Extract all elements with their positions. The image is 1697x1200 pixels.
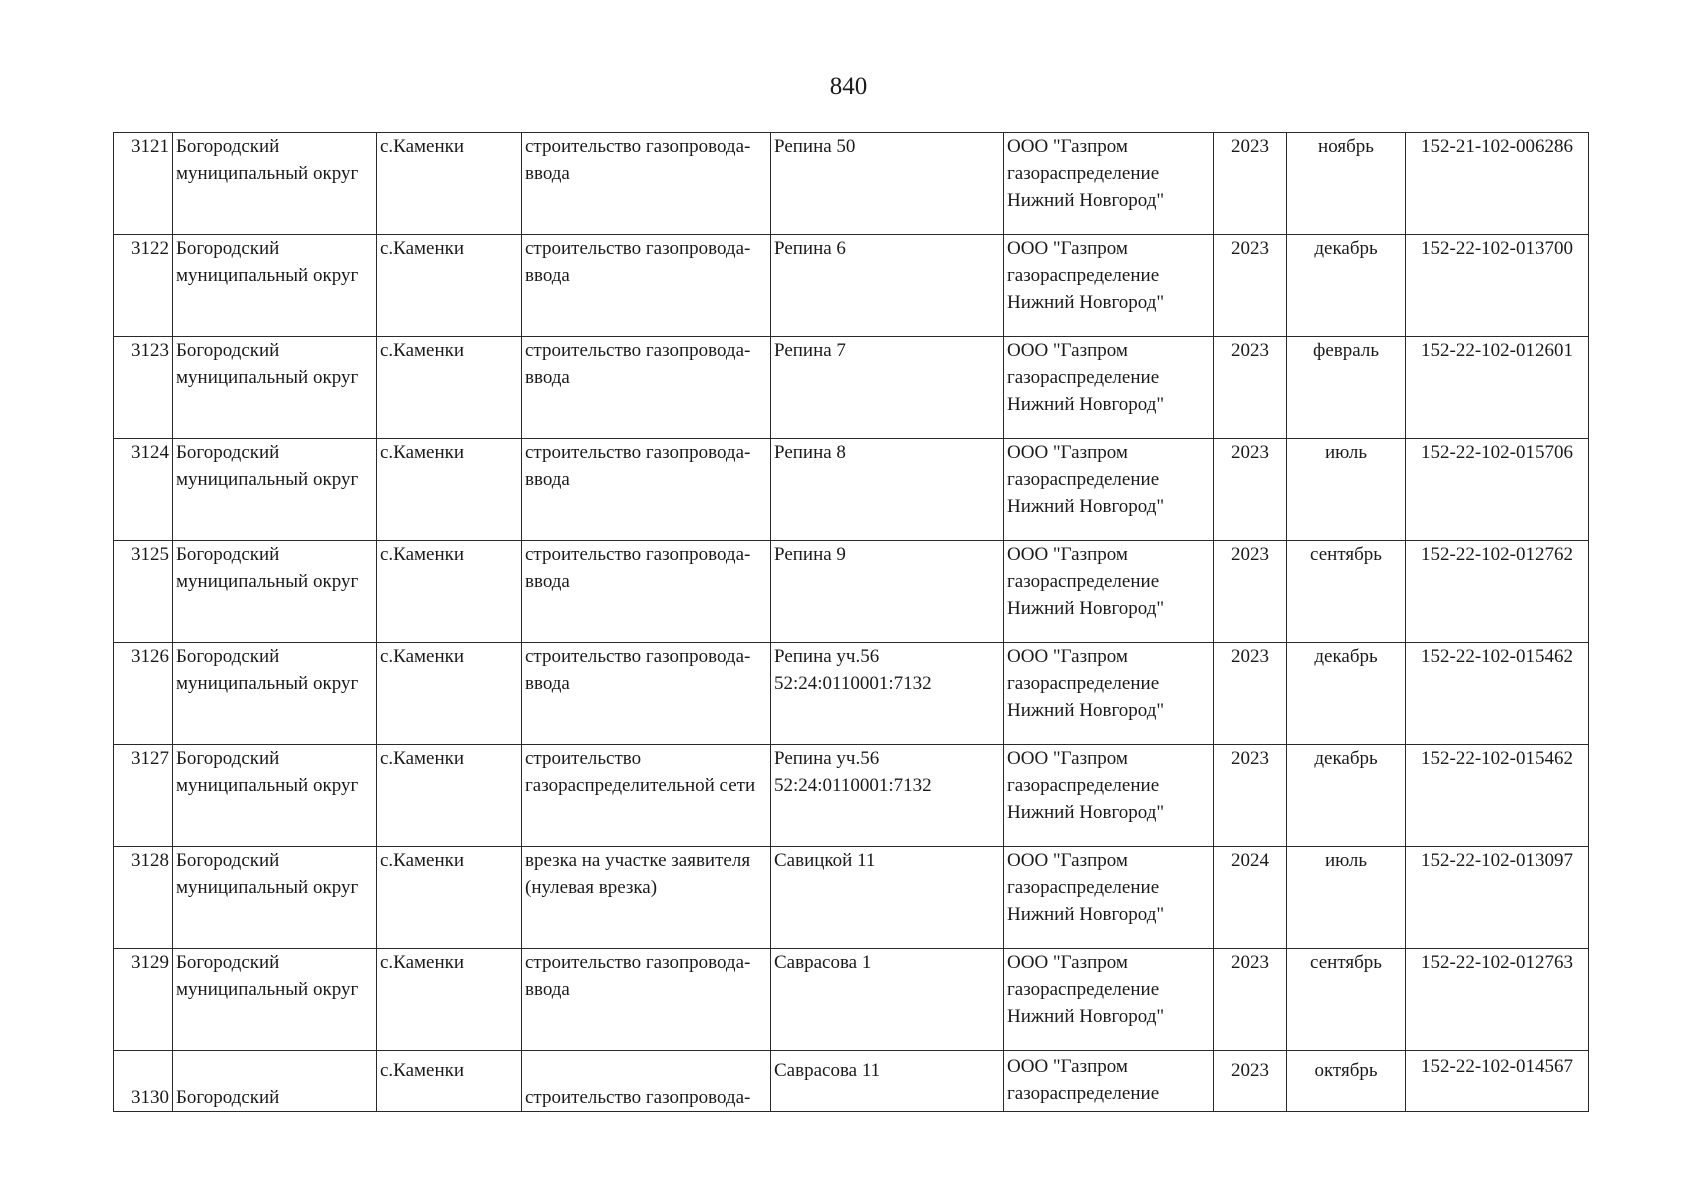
address-cell-line: Репина 7	[774, 340, 846, 361]
address-cell	[771, 337, 1004, 439]
district-cell-line: Богородский	[176, 646, 280, 667]
organization-cell-line: газораспределение	[1007, 265, 1160, 286]
organization-cell-line: Нижний Новгород"	[1007, 598, 1165, 619]
district-cell-line: муниципальный округ	[176, 571, 359, 592]
organization-cell-line: ООО "Газпром	[1007, 952, 1128, 973]
organization-cell	[1004, 949, 1214, 1051]
organization-cell-line: газораспределение	[1007, 979, 1160, 1000]
application-code-cell: 152-22-102-013097	[1406, 847, 1589, 949]
month-cell: сентябрь	[1287, 541, 1406, 643]
district-cell-line: муниципальный округ	[176, 163, 359, 184]
work-type-cell-line: ввода	[525, 979, 570, 1000]
address-cell	[771, 745, 1004, 847]
month-cell: февраль	[1287, 337, 1406, 439]
organization-cell-line: Нижний Новгород"	[1007, 802, 1165, 823]
row-number: 3121	[114, 133, 173, 235]
organization-cell	[1004, 133, 1214, 235]
district-cell	[173, 949, 377, 1051]
organization-cell	[1004, 337, 1214, 439]
district-cell	[173, 643, 377, 745]
address-cell	[771, 541, 1004, 643]
month-cell: декабрь	[1287, 643, 1406, 745]
table-row	[114, 643, 1589, 745]
address-cell	[771, 439, 1004, 541]
row-number: 3128	[114, 847, 173, 949]
district-cell	[173, 337, 377, 439]
work-type-cell	[522, 847, 771, 949]
table-row	[114, 949, 1589, 1051]
organization-cell-line: Нижний Новгород"	[1007, 394, 1165, 415]
district-cell-line: Богородский	[176, 238, 280, 259]
organization-cell-line: газораспределение	[1007, 775, 1160, 796]
application-code-cell: 152-22-102-012763	[1406, 949, 1589, 1051]
district-cell-line: Богородский	[176, 340, 280, 361]
address-cell-line: 52:24:0110001:7132	[774, 673, 932, 694]
district-cell	[173, 847, 377, 949]
organization-cell-line: Нижний Новгород"	[1007, 1006, 1165, 1027]
address-cell-line: Репина 6	[774, 238, 846, 259]
district-cell-line: муниципальный округ	[176, 469, 359, 490]
work-type-cell-line: строительство газопровода-	[525, 1087, 751, 1108]
district-cell-line: муниципальный округ	[176, 367, 359, 388]
year-cell: 2023	[1214, 235, 1287, 337]
organization-cell	[1004, 847, 1214, 949]
settlement-cell: с.Каменки	[377, 235, 522, 337]
organization-cell-line: газораспределение	[1007, 1083, 1160, 1104]
work-type-cell-line: строительство газопровода-	[525, 544, 751, 565]
address-cell-line: Репина уч.56	[774, 646, 880, 667]
district-cell-line: Богородский	[176, 748, 280, 769]
row-number: 3126	[114, 643, 173, 745]
row-number: 3130	[114, 1051, 173, 1112]
district-cell	[173, 1051, 377, 1112]
organization-cell	[1004, 235, 1214, 337]
organization-cell-line: ООО "Газпром	[1007, 748, 1128, 769]
district-cell	[173, 439, 377, 541]
organization-cell-line: ООО "Газпром	[1007, 646, 1128, 667]
organization-cell-line: газораспределение	[1007, 367, 1160, 388]
district-cell	[173, 133, 377, 235]
row-number: 3123	[114, 337, 173, 439]
address-cell	[771, 1051, 1004, 1112]
address-cell-line: Репина уч.56	[774, 748, 880, 769]
year-cell: 2023	[1214, 439, 1287, 541]
year-cell: 2023	[1214, 337, 1287, 439]
work-type-cell	[522, 337, 771, 439]
work-type-cell-line: ввода	[525, 265, 570, 286]
district-cell-line: муниципальный округ	[176, 775, 359, 796]
district-cell	[173, 235, 377, 337]
work-type-cell	[522, 439, 771, 541]
organization-cell-line: ООО "Газпром	[1007, 1056, 1128, 1077]
application-code-cell: 152-22-102-012762	[1406, 541, 1589, 643]
address-cell	[771, 133, 1004, 235]
table-row	[114, 541, 1589, 643]
organization-cell	[1004, 745, 1214, 847]
district-cell	[173, 541, 377, 643]
address-cell	[771, 235, 1004, 337]
month-cell: декабрь	[1287, 745, 1406, 847]
work-type-cell-line: (нулевая врезка)	[525, 877, 658, 898]
organization-cell-line: газораспределение	[1007, 673, 1160, 694]
district-cell-line: Богородский	[176, 1087, 280, 1108]
address-cell-line: Репина 50	[774, 136, 856, 157]
table-row	[114, 439, 1589, 541]
row-number: 3122	[114, 235, 173, 337]
work-type-cell-line: врезка на участке заявителя	[525, 850, 751, 871]
address-cell-line: Репина 9	[774, 544, 846, 565]
table-row	[114, 1051, 1589, 1112]
year-cell: 2023	[1214, 949, 1287, 1051]
work-type-cell-line: строительство газопровода-	[525, 238, 751, 259]
work-type-cell	[522, 745, 771, 847]
organization-cell-line: ООО "Газпром	[1007, 238, 1128, 259]
work-type-cell-line: строительство газопровода-	[525, 952, 751, 973]
district-cell-line: муниципальный округ	[176, 979, 359, 1000]
work-type-cell	[522, 133, 771, 235]
organization-cell	[1004, 439, 1214, 541]
organization-cell-line: ООО "Газпром	[1007, 340, 1128, 361]
work-type-cell-line: ввода	[525, 673, 570, 694]
table-row	[114, 745, 1589, 847]
work-type-cell-line: ввода	[525, 469, 570, 490]
district-cell-line: Богородский	[176, 850, 280, 871]
organization-cell-line: Нижний Новгород"	[1007, 190, 1165, 211]
organization-cell-line: ООО "Газпром	[1007, 442, 1128, 463]
row-number: 3129	[114, 949, 173, 1051]
district-cell	[173, 745, 377, 847]
settlement-cell: с.Каменки	[377, 643, 522, 745]
table-row	[114, 133, 1589, 235]
district-cell-line: муниципальный округ	[176, 877, 359, 898]
table-row	[114, 847, 1589, 949]
table-row	[114, 235, 1589, 337]
table-row	[114, 337, 1589, 439]
table-body	[114, 133, 1589, 1112]
year-cell: 2023	[1214, 1051, 1287, 1112]
work-type-cell	[522, 541, 771, 643]
year-cell: 2023	[1214, 133, 1287, 235]
row-number: 3124	[114, 439, 173, 541]
month-cell: декабрь	[1287, 235, 1406, 337]
work-type-cell-line: строительство газопровода-	[525, 136, 751, 157]
district-cell-line: муниципальный округ	[176, 673, 359, 694]
organization-cell-line: ООО "Газпром	[1007, 544, 1128, 565]
row-number: 3127	[114, 745, 173, 847]
address-cell	[771, 643, 1004, 745]
district-cell-line: муниципальный округ	[176, 265, 359, 286]
work-type-cell-line: строительство	[525, 748, 642, 769]
month-cell: июль	[1287, 439, 1406, 541]
year-cell: 2023	[1214, 643, 1287, 745]
district-cell-line: Богородский	[176, 952, 280, 973]
application-code-cell: 152-22-102-015706	[1406, 439, 1589, 541]
year-cell: 2023	[1214, 541, 1287, 643]
work-type-cell	[522, 949, 771, 1051]
work-type-cell	[522, 235, 771, 337]
month-cell: октябрь	[1287, 1051, 1406, 1112]
application-code-cell: 152-21-102-006286	[1406, 133, 1589, 235]
work-type-cell-line: ввода	[525, 367, 570, 388]
settlement-cell: с.Каменки	[377, 133, 522, 235]
organization-cell-line: Нижний Новгород"	[1007, 700, 1165, 721]
organization-cell-line: ООО "Газпром	[1007, 850, 1128, 871]
settlement-cell: с.Каменки	[377, 1051, 522, 1112]
row-number: 3125	[114, 541, 173, 643]
organization-cell-line: газораспределение	[1007, 877, 1160, 898]
work-type-cell	[522, 643, 771, 745]
address-cell-line: 52:24:0110001:7132	[774, 775, 932, 796]
application-code-cell: 152-22-102-013700	[1406, 235, 1589, 337]
organization-cell-line: ООО "Газпром	[1007, 136, 1128, 157]
organization-cell-line: газораспределение	[1007, 163, 1160, 184]
work-type-cell-line: строительство газопровода-	[525, 442, 751, 463]
address-cell	[771, 847, 1004, 949]
organization-cell-line: Нижний Новгород"	[1007, 496, 1165, 517]
month-cell: сентябрь	[1287, 949, 1406, 1051]
organization-cell-line: Нижний Новгород"	[1007, 292, 1165, 313]
organization-cell	[1004, 541, 1214, 643]
address-cell-line: Саврасова 1	[774, 952, 872, 973]
address-cell-line: Саврасова 11	[774, 1060, 881, 1081]
district-cell-line: Богородский	[176, 442, 280, 463]
year-cell: 2023	[1214, 745, 1287, 847]
month-cell: ноябрь	[1287, 133, 1406, 235]
work-type-cell-line: газораспределительной сети	[525, 775, 756, 796]
work-type-cell-line: строительство газопровода-	[525, 646, 751, 667]
address-cell-line: Репина 8	[774, 442, 846, 463]
settlement-cell: с.Каменки	[377, 337, 522, 439]
settlement-cell: с.Каменки	[377, 745, 522, 847]
organization-cell	[1004, 643, 1214, 745]
address-cell	[771, 949, 1004, 1051]
settlement-cell: с.Каменки	[377, 847, 522, 949]
district-cell-line: Богородский	[176, 136, 280, 157]
settlement-cell: с.Каменки	[377, 541, 522, 643]
work-type-cell-line: ввода	[525, 163, 570, 184]
organization-cell-line: Нижний Новгород"	[1007, 904, 1165, 925]
settlement-cell: с.Каменки	[377, 949, 522, 1051]
application-code-cell: 152-22-102-012601	[1406, 337, 1589, 439]
organization-cell	[1004, 1051, 1214, 1112]
settlement-cell: с.Каменки	[377, 439, 522, 541]
application-code-cell: 152-22-102-015462	[1406, 643, 1589, 745]
month-cell: июль	[1287, 847, 1406, 949]
district-cell-line: Богородский	[176, 544, 280, 565]
page-number: 840	[829, 73, 868, 100]
work-type-cell-line: ввода	[525, 571, 570, 592]
gas-connection-table	[113, 132, 1589, 1112]
work-type-cell	[522, 1051, 771, 1112]
address-cell-line: Савицкой 11	[774, 850, 876, 871]
organization-cell-line: газораспределение	[1007, 571, 1160, 592]
organization-cell-line: газораспределение	[1007, 469, 1160, 490]
application-code-cell: 152-22-102-015462	[1406, 745, 1589, 847]
application-code-cell: 152-22-102-014567	[1406, 1051, 1589, 1112]
work-type-cell-line: строительство газопровода-	[525, 340, 751, 361]
year-cell: 2024	[1214, 847, 1287, 949]
